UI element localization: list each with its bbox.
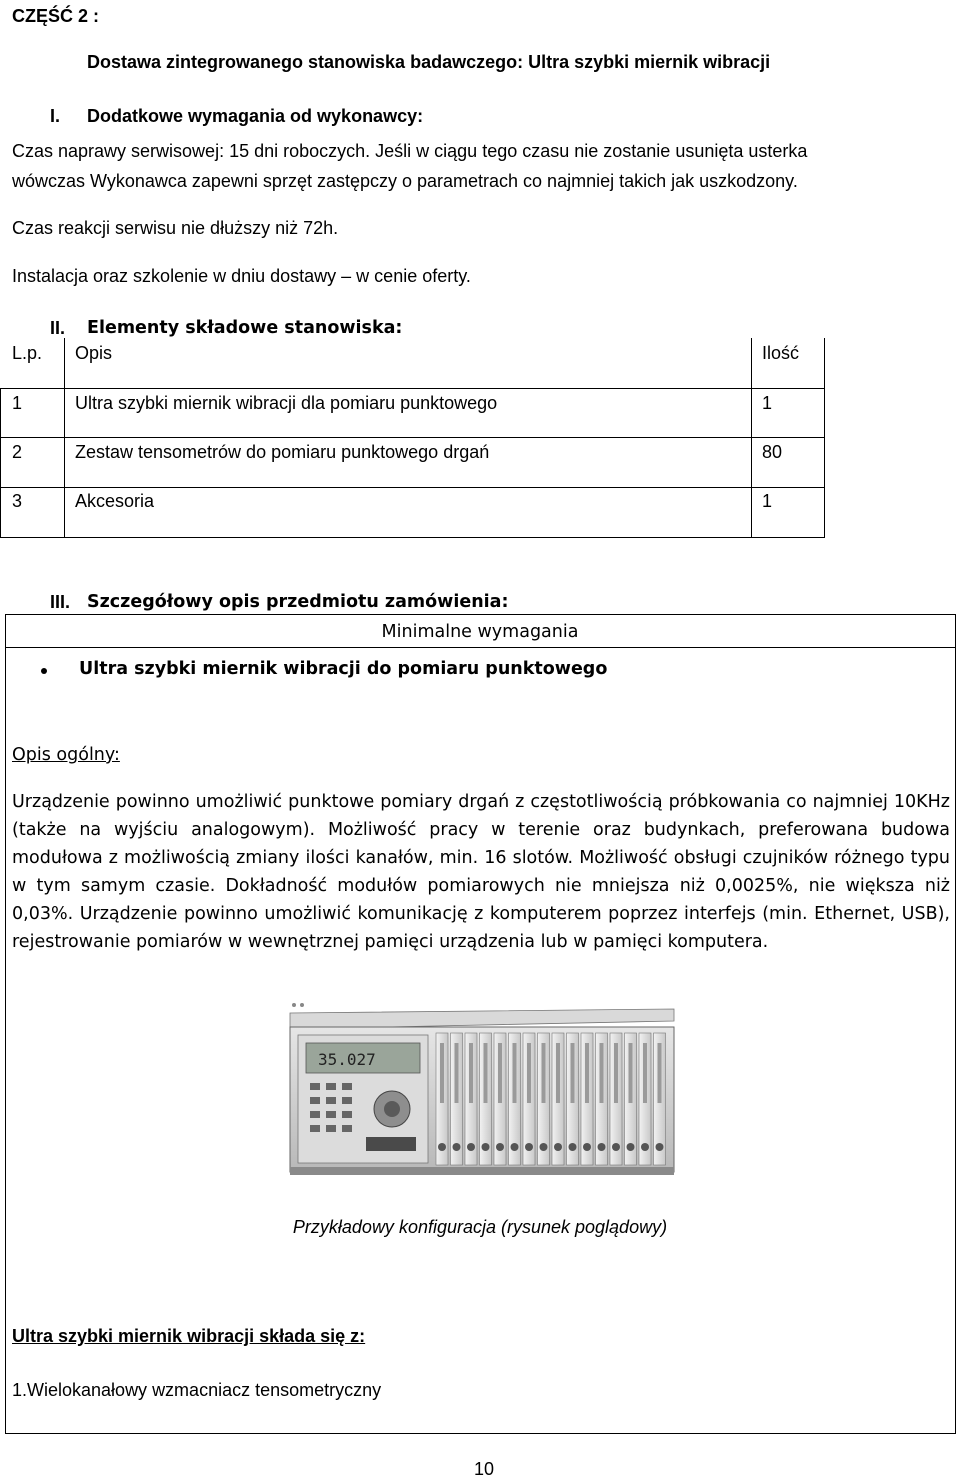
channel-connector xyxy=(540,1143,548,1151)
channel-connector xyxy=(641,1143,649,1151)
channel-module-label xyxy=(527,1043,531,1103)
channel-connector xyxy=(598,1143,606,1151)
column-header-lp: L.p. xyxy=(12,343,43,363)
channel-module-label xyxy=(614,1043,618,1103)
section1-heading: Dodatkowe wymagania od wykonawcy: xyxy=(87,106,424,126)
section3-heading: Szczegółowy opis przedmiotu zamówienia: xyxy=(87,592,509,612)
general-description-title: Opis ogólny: xyxy=(12,745,120,765)
channel-module-label xyxy=(658,1043,662,1103)
channel-connector xyxy=(554,1143,562,1151)
device-display-readout: 35.027 xyxy=(318,1050,376,1069)
channel-module-label xyxy=(585,1043,589,1103)
channel-connector xyxy=(612,1143,620,1151)
column-header-quantity: Ilość xyxy=(762,343,800,363)
channel-connector xyxy=(482,1143,490,1151)
row-number: 3 xyxy=(12,491,23,511)
minimum-requirements-header: Minimalne wymagania xyxy=(381,622,579,642)
channel-connector xyxy=(438,1143,446,1151)
row-number: 2 xyxy=(12,442,23,462)
channel-module-label xyxy=(571,1043,575,1103)
part-label: CZĘŚĆ 2 : xyxy=(12,6,100,26)
channel-connector xyxy=(583,1143,591,1151)
channel-module-label xyxy=(455,1043,459,1103)
page-number: 10 xyxy=(473,1459,495,1479)
document-title: Dostawa zintegrowanego stanowiska badawczego: Ultra szybki miernik wibracji xyxy=(87,52,771,72)
reaction-time-text: Czas reakcji serwisu nie dłuższy niż 72h. xyxy=(12,218,339,238)
channel-module-label xyxy=(498,1043,502,1103)
channel-module-label xyxy=(440,1043,444,1103)
channel-connector xyxy=(453,1143,461,1151)
column-header-description: Opis xyxy=(75,343,113,363)
general-description-text: Urządzenie powinno umożliwić punktowe pomiary drgań z częstotliwością próbkowania co najmniej 10KHz (także na wyjściu analogowym). Możliwość pracy w terenie oraz budynkach, preferowana budowa modułowa z możliwością zmiany ilości kanałów, min. 16 slotów. Możliwość obsługi czujników różnego typu w tym samym czasie. Dokładność modułów pomiarowych nie mniejsza niż 0,0025%, nie większa niż 0,03%. Urządzenie powinno umożliwić komunikację z komputerem poprzez interfejs (min. Ethernet, USB), rejestrowanie pomiarów w wewnętrznej pamięci urządzenia lub w pamięci komputera. xyxy=(12,792,950,952)
channel-connector xyxy=(656,1143,664,1151)
section2-number: II. xyxy=(50,318,66,338)
channel-module-label xyxy=(542,1043,546,1103)
channel-connector xyxy=(627,1143,635,1151)
channel-connector xyxy=(569,1143,577,1151)
bullet-dot xyxy=(41,668,47,674)
device-name: Ultra szybki miernik wibracji do pomiaru punktowego xyxy=(79,659,608,679)
section1-number: I. xyxy=(50,106,61,126)
replacement-text: wówczas Wykonawca zapewni sprzęt zastępczy o parametrach co najmniej takich jak uszkodzony. xyxy=(12,171,798,191)
installation-text: Instalacja oraz szkolenie w dniu dostawy – w cenie oferty. xyxy=(12,266,471,286)
composition-item-1: 1.Wielokanałowy wzmacniacz tensometryczny xyxy=(12,1380,382,1400)
row-quantity: 1 xyxy=(762,393,773,413)
channel-module-label xyxy=(629,1043,633,1103)
channel-module-label xyxy=(556,1043,560,1103)
channel-connector xyxy=(496,1143,504,1151)
row-description: Akcesoria xyxy=(75,491,155,511)
row-quantity: 80 xyxy=(762,442,783,462)
channel-module-label xyxy=(469,1043,473,1103)
row-number: 1 xyxy=(12,393,23,413)
section2-heading: Elementy składowe stanowiska: xyxy=(87,318,403,338)
channel-connector xyxy=(467,1143,475,1151)
row-quantity: 1 xyxy=(762,491,773,511)
image-caption: Przykładowy konfiguracja (rysunek poglądowy) xyxy=(292,1217,668,1237)
row-description: Ultra szybki miernik wibracji dla pomiaru punktowego xyxy=(75,393,498,413)
channel-connector xyxy=(511,1143,519,1151)
repair-time-text: Czas naprawy serwisowej: 15 dni roboczych. Jeśli w ciągu tego czasu nie zostanie usunięta usterka xyxy=(12,141,808,161)
channel-connector xyxy=(525,1143,533,1151)
channel-module-label xyxy=(643,1043,647,1103)
device-image xyxy=(282,997,682,1187)
channel-module-label xyxy=(513,1043,517,1103)
section3-number: III. xyxy=(50,592,71,612)
composition-title: Ultra szybki miernik wibracji składa się z: xyxy=(12,1326,366,1346)
channel-module-label xyxy=(600,1043,604,1103)
row-description: Zestaw tensometrów do pomiaru punktowego drgań xyxy=(75,442,490,462)
channel-module-label xyxy=(484,1043,488,1103)
